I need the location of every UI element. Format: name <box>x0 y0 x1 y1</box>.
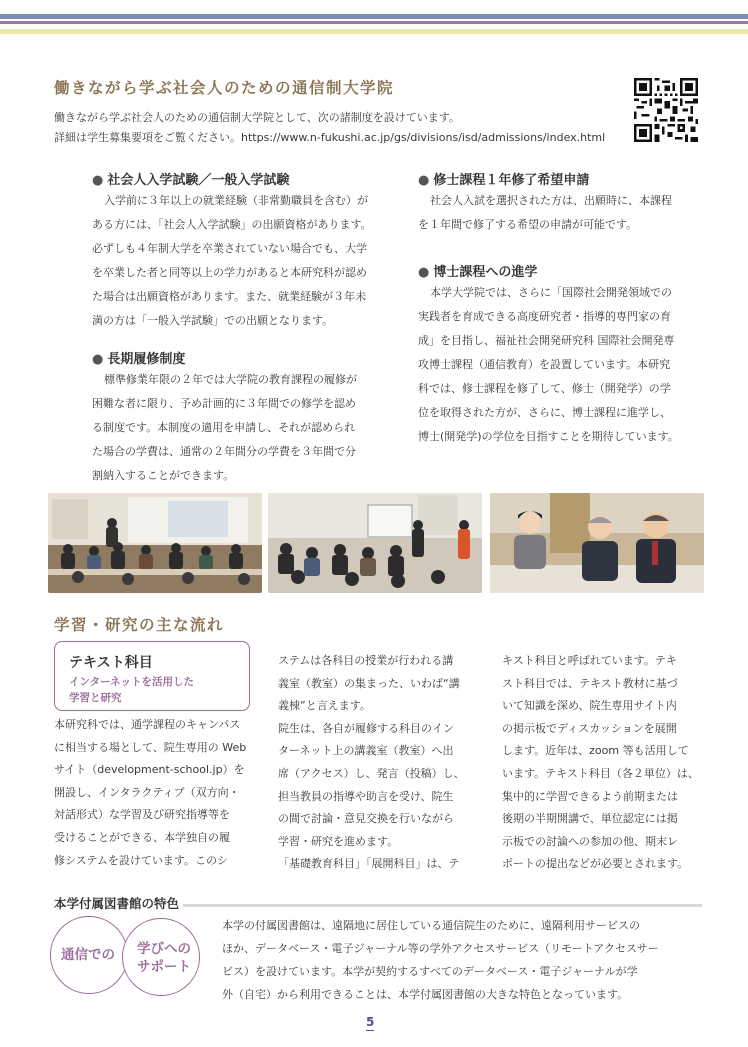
one-year-line-1: 社会人入試を選択された方は、出願時に、本課程 <box>430 194 672 207</box>
library-line: 本学の付属図書館は、遠隔地に居住している通信院生のために、遠隔利用サービスの <box>222 919 640 932</box>
flow-col1-line: 受けることができる、本学独自の履 <box>54 830 230 844</box>
text-course-title: テキスト科目 <box>69 655 153 671</box>
circle-text-left: 通信での <box>61 947 115 963</box>
admission-line-4: を卒業した者と同等以上の学力があると本研究科が認め <box>92 266 367 279</box>
flow-col3-line: います。テキスト科目（各２単位）は、 <box>502 766 699 780</box>
heading-long-term: ● 長期履修制度 <box>92 352 186 367</box>
long-term-line-2: 困難な者に限り、予め計画的に３年間での修学を認め <box>92 397 356 410</box>
header-stripe-blue <box>0 14 748 19</box>
flow-column-2 <box>278 650 465 876</box>
text-course-box <box>54 641 250 711</box>
library-line: ほか、データベース・電子ジャーナル等の学外アクセスサービス（リモートアクセスサー <box>222 942 659 955</box>
long-term-line-3: る制度です。本制度の適用を申請し、それが認められ <box>92 421 356 434</box>
flow-col2-line: 席（アクセス）し、発言（投稿）し、 <box>278 766 465 780</box>
long-term-line-4: た場合の学費は、通常の２年間分の学費を３年間で分 <box>92 445 356 458</box>
flow-section-title: 学習・研究の主な流れ <box>54 616 225 634</box>
admission-line-1: 入学前に３年以上の就業経験（非常勤職員を含む）が <box>104 194 368 207</box>
bullet-icon: ● <box>418 265 430 280</box>
doctoral-line-3: 成」を目指し、福祉社会開発研究科 国際社会開発専 <box>418 334 675 347</box>
flow-col2-line: ステムは各科目の授業が行われる講 <box>278 654 454 667</box>
flow-col3-line: します。近年は、zoom 等も活用して <box>502 744 689 758</box>
flow-col3-line: ポートの提出などが必要とされます。 <box>502 857 689 871</box>
flow-col1-line: 修システムを設けています。このシ <box>54 853 229 867</box>
bullet-icon: ● <box>92 173 104 188</box>
doctoral-line-5: 科では、修士課程を修了して、修士（開発学）の学 <box>418 382 671 395</box>
flow-col3-line: キスト科目と呼ばれています。テキ <box>502 654 677 667</box>
doctoral-line-4: 攻博士課程（通信教育）を設置しています。本研究 <box>418 358 671 371</box>
flow-col2-line: 学習・研究を進めます。 <box>278 834 399 848</box>
flow-col3-line: 後期の半期開講で、単位認定には掲 <box>502 812 678 826</box>
bullet-icon: ● <box>92 352 104 367</box>
text-course-subtitle-line-1: インターネットを活用した <box>69 676 195 688</box>
doctoral-line-7: 博士(開発学)の学位を目指すことを期待しています。 <box>418 430 679 443</box>
heading-one-year: ● 修士課程１年修了希望申請 <box>418 173 590 188</box>
long-term-line-5: 割納入することができます。 <box>92 469 235 482</box>
doctoral-line-2: 実践者を育成できる高度研究者・指導的専門家の育 <box>418 310 671 323</box>
flow-col1-line: サイト（development-school.jp）を <box>54 763 245 777</box>
circle-text-right-line-1: 学びへの <box>137 941 191 957</box>
page-number: 5 <box>366 1015 375 1029</box>
text-course-subtitle-line-2: 学習と研究 <box>69 692 122 704</box>
flow-column-1 <box>54 714 246 872</box>
heading-admission-exam: ● 社会人入学試験／一般入学試験 <box>92 173 290 188</box>
flow-col1-line: 本研究科では、通学課程のキャンパス <box>54 718 241 731</box>
header-stripe-purple <box>0 21 748 24</box>
flow-col3-line: の掲示板でディスカッションを展開 <box>502 721 677 735</box>
library-section-title: 本学付属図書館の特色 <box>54 894 183 912</box>
flow-col1-line: に相当する場として、院生専用の Web <box>54 740 247 754</box>
flow-col3-line: 集中的に学習できるよう前期または <box>502 789 678 803</box>
one-year-line-2: を１年間で修了する希望の申請が可能です。 <box>418 218 638 231</box>
intro-line-2: 詳細は学生募集要項をご覧ください。https://www.n-fukushi.ac.jp/gs/divisions/isd/admissions/index.html <box>54 131 606 144</box>
admission-line-2: ある方には、「社会人入学試験」の出願資格があります。 <box>92 218 372 231</box>
flow-col2-line: の間で討論・意見交換を行いながら <box>278 812 454 826</box>
long-term-line-1: 標準修業年限の２年では大学院の教育課程の履修が <box>104 373 357 386</box>
doctoral-line-1: 本学大学院では、さらに「国際社会開発領域での <box>430 286 672 299</box>
bullet-icon: ● <box>418 173 430 188</box>
page-title: 働きながら学ぶ社会人のための通信制大学院 <box>54 79 395 97</box>
flow-col2-line: ターネット上の講義室（教室）へ出 <box>278 744 454 758</box>
classroom-photo-1 <box>48 493 262 593</box>
doctoral-line-6: 位を取得された方が、さらに、博士課程に進学し、 <box>418 406 671 419</box>
admission-line-3: 必ずしも４年制大学を卒業されていない場合でも、大学 <box>92 242 367 255</box>
flow-col1-line: 対話形式）な学習及び研究指導等を <box>54 808 230 822</box>
panel-photo <box>490 493 704 593</box>
library-description <box>222 914 659 1006</box>
flow-col2-line: 義棟”と言えます。 <box>278 699 371 713</box>
library-line: 外（自宅）から利用できることは、本学付属図書館の大きな特色となっています。 <box>222 988 629 1001</box>
intro-line-1: 働きながら学ぶ社会人のための通信制大学院として、次の諸制度を設けています。 <box>54 111 460 124</box>
header-stripe-yellow <box>0 29 748 34</box>
flow-column-3 <box>502 650 699 876</box>
admission-line-6: 満の方は「一般入学試験」での出願となります。 <box>92 314 334 327</box>
classroom-photo-2 <box>268 493 482 593</box>
circle-text-right-line-2: サポート <box>137 959 191 975</box>
heading-doctoral: ● 博士課程への進学 <box>418 265 538 280</box>
flow-col3-line: いて知識を深め、院生専用サイト内 <box>502 699 677 713</box>
flow-col1-line: 開設し、インタラクティブ（双方向・ <box>54 785 240 799</box>
flow-col2-line: 義室（教室）の集まった、いわば“講 <box>278 676 460 690</box>
flow-col2-line: 「基礎教育科目」「展開科目」は、テ <box>278 857 460 871</box>
flow-col2-line: 院生は、各自が履修する科目のイン <box>278 721 454 735</box>
admission-line-5: た場合は出願資格があります。また、就業経験が３年未 <box>92 290 367 303</box>
qr-code-icon[interactable] <box>634 78 698 142</box>
flow-col3-line: スト科目では、テキスト教材に基づ <box>502 676 678 690</box>
library-line: ビス）を設けています。本学が契約するすべてのデータベース・電子ジャーナルが学 <box>222 965 638 978</box>
flow-col2-line: 担当教員の指導や助言を受け、院生 <box>278 789 454 803</box>
flow-col3-line: 示板での討論への参加の他、期末レ <box>502 834 678 848</box>
